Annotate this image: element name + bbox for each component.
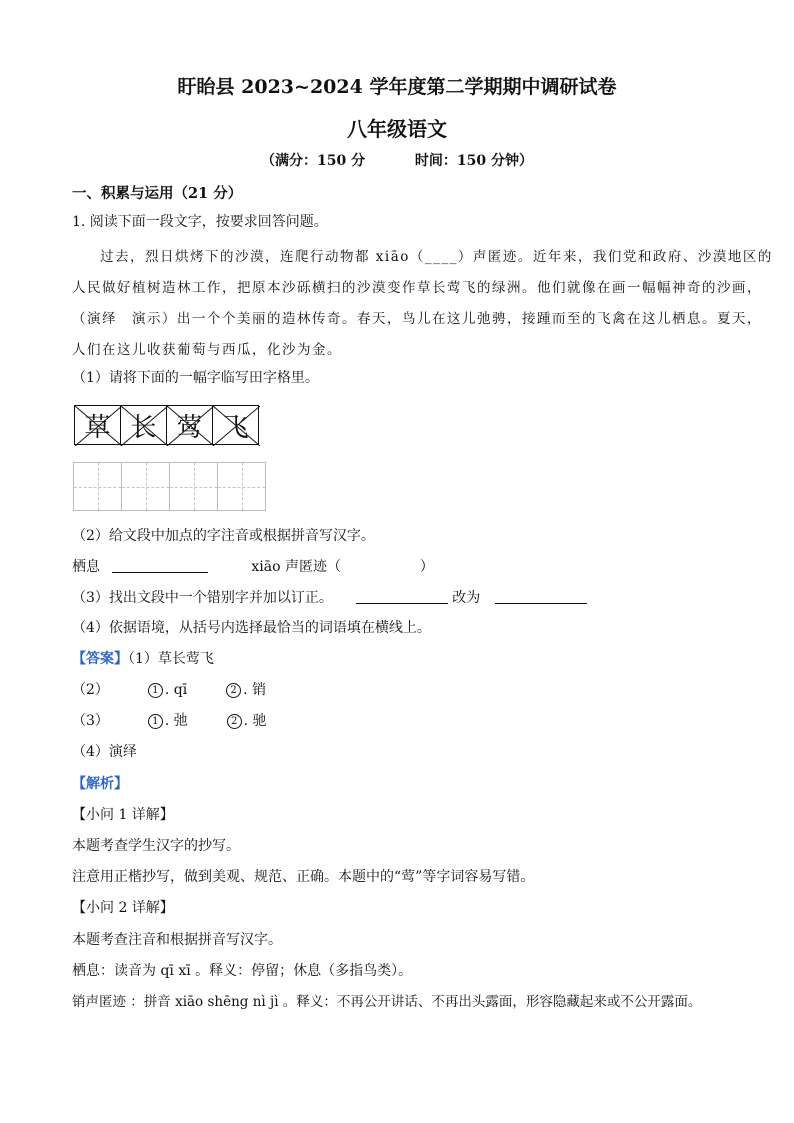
analysis-sub2-line2: 栖息：读音为 qī xī 。释义：停留；休息（多指鸟类）。 xyxy=(72,963,413,979)
circled-number: 1 xyxy=(148,714,163,729)
model-char: 长 xyxy=(130,412,157,443)
answer-blank[interactable] xyxy=(495,589,587,604)
exam-subtitle: 八年级语文 xyxy=(347,117,447,141)
answer-1: （1）草长莺飞 xyxy=(128,651,214,667)
score-full: （满分：150 分 xyxy=(261,153,366,169)
practice-cell[interactable] xyxy=(73,462,122,511)
model-char: 草 xyxy=(84,412,111,443)
answer-tag: 【答案】 xyxy=(72,651,128,667)
section-heading: 一、积累与运用（21 分） xyxy=(72,185,243,202)
sub-question-2: （2）给文段中加点的字注音或根据拼音写汉字。 xyxy=(72,528,375,544)
answer-3-label: （3） xyxy=(72,713,109,729)
answer-line-2 xyxy=(72,682,266,698)
answer-blank[interactable] xyxy=(112,558,208,573)
analysis-tag: 【解析】 xyxy=(72,776,128,792)
passage-line-4: 人们在这儿收获葡萄与西瓜，化沙为金。 xyxy=(72,342,342,358)
answer-3-2: . 驰 xyxy=(243,713,267,729)
analysis-sub2-line1: 本题考查注音和根据拼音写汉字。 xyxy=(72,932,282,948)
answer-2-1: . qī xyxy=(164,682,188,698)
practice-cell[interactable] xyxy=(217,462,266,511)
practice-grid[interactable] xyxy=(73,462,265,511)
sub-question-3 xyxy=(72,589,587,606)
practice-cell[interactable] xyxy=(121,462,170,511)
analysis-sub2-line3: 销声匿迹 ：拼音 xiāo shēng nì jì 。释义：不再公开讲话、不再出头露面，形容隐藏起来或不公开露面。 xyxy=(72,994,702,1010)
model-cell xyxy=(166,405,213,445)
circled-number: 1 xyxy=(148,683,163,698)
circled-number: 2 xyxy=(226,683,241,698)
answer-2-2: . 销 xyxy=(243,682,266,698)
answer-3-1: . 弛 xyxy=(164,713,188,729)
score-time: 时间：150 分钟） xyxy=(414,153,533,169)
model-cell xyxy=(120,405,167,445)
circled-number: 2 xyxy=(227,714,242,729)
change-to-label: 改为 xyxy=(452,590,481,606)
model-characters xyxy=(74,405,258,445)
answer-2-label: （2） xyxy=(72,682,109,698)
answer-line-1 xyxy=(72,651,214,667)
sub-question-3-text: （3）找出文段中一个错别字并加以订正。 xyxy=(72,590,333,606)
model-cell xyxy=(212,405,259,445)
question-intro: 1. 阅读下面一段文字，按要求回答问题。 xyxy=(72,214,328,230)
analysis-sub1-heading: 【小问 1 详解】 xyxy=(72,807,174,823)
analysis-sub1-line2: 注意用正楷抄写，做到美观、规范、正确。本题中的“莺”等字词容易写错。 xyxy=(72,869,535,885)
answer-blank[interactable] xyxy=(356,589,448,604)
passage-line-2: 人民做好植树造林工作，把原本沙砾横扫的沙漠变作草长莺飞的绿洲。他们就像在画一幅幅神奇的沙画， xyxy=(72,280,762,296)
model-char: 飞 xyxy=(222,412,249,443)
sub-question-2-blanks xyxy=(72,558,434,575)
passage-line-3: （演绎 演示）出一个个美丽的造林传奇。春天，鸟儿在这儿弛骋，接踵而至的飞禽在这儿栖息。夏天， xyxy=(72,311,762,327)
sub-question-4: （4）依据语境，从括号内选择最恰当的词语填在横线上。 xyxy=(72,620,431,636)
score-info xyxy=(0,150,794,170)
word-qixi: 栖息 xyxy=(72,559,100,575)
analysis-sub1-line1: 本题考查学生汉字的抄写。 xyxy=(72,838,240,854)
sub-question-1: （1）请将下面的一幅字临写田字格里。 xyxy=(72,370,319,386)
model-cell xyxy=(74,405,121,445)
practice-cell[interactable] xyxy=(169,462,218,511)
answer-line-3 xyxy=(72,713,267,729)
passage-line-1: 过去，烈日烘烤下的沙漠，连爬行动物都 xiāo（____）声匿迹。近年来，我们党和政府、沙漠地区的 xyxy=(100,249,773,265)
analysis-sub2-heading: 【小问 2 详解】 xyxy=(72,900,174,916)
answer-4: （4）演绎 xyxy=(72,744,137,760)
word-xiaoshengniji: xiāo 声匿迹（ xyxy=(251,559,341,575)
model-char: 莺 xyxy=(176,412,203,443)
exam-title: 盱眙县 2023~2024 学年度第二学期期中调研试卷 xyxy=(177,76,617,98)
close-paren: ） xyxy=(419,559,434,575)
